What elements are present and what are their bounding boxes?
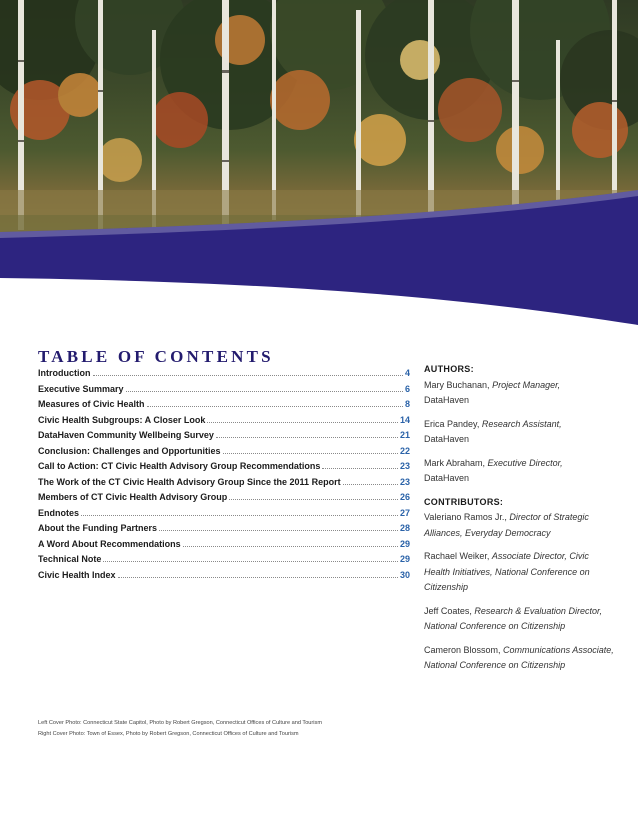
dot-leader bbox=[81, 515, 398, 516]
toc-item-label: About the Funding Partners bbox=[38, 523, 157, 533]
toc-item-label: DataHaven Community Wellbeing Survey bbox=[38, 430, 214, 440]
toc-item[interactable] bbox=[38, 461, 410, 477]
toc-item[interactable] bbox=[38, 554, 410, 570]
author-name: Erica Pandey, bbox=[424, 418, 480, 429]
contributor-entry bbox=[424, 604, 614, 635]
dot-leader bbox=[343, 484, 398, 485]
contributor-role: Associate Director, Civic Health Initiatives, National Conference on Citizenship bbox=[424, 551, 590, 592]
authors-heading: AUTHORS: bbox=[424, 364, 474, 374]
toc-item[interactable] bbox=[38, 368, 410, 384]
toc-item-page: 22 bbox=[399, 445, 410, 456]
toc-item[interactable] bbox=[38, 570, 410, 586]
toc-item-page: 29 bbox=[399, 554, 410, 564]
author-role: Research Assistant, bbox=[481, 418, 562, 429]
dot-leader bbox=[229, 499, 398, 500]
toc-item-label: Technical Note bbox=[38, 554, 102, 564]
author-name: Mary Buchanan, bbox=[424, 379, 490, 390]
toc-item[interactable] bbox=[38, 384, 410, 400]
toc-item-label: Measures of Civic Health bbox=[38, 399, 145, 409]
cover-band bbox=[0, 0, 638, 340]
dot-leader bbox=[183, 546, 398, 547]
left-cover-credit: Left Cover Photo: Connecticut State Capitol, Photo by Robert Gregson, Connecticut Offices of Culture and Tourism bbox=[38, 720, 322, 726]
contributor-role: Director of Strategic Alliances, Everyday Democracy bbox=[424, 512, 589, 538]
author-entry bbox=[424, 378, 614, 409]
toc-item-label: Endnotes bbox=[38, 507, 80, 518]
dot-leader bbox=[159, 530, 398, 531]
contributor-entry bbox=[424, 549, 614, 596]
photo-credits bbox=[38, 718, 322, 739]
author-role: Executive Director, bbox=[487, 457, 563, 468]
contributor-name: Rachael Weiker, bbox=[424, 551, 490, 561]
toc-item-label: Civic Health Subgroups: A Closer Look bbox=[38, 414, 206, 425]
toc-item-page: 21 bbox=[399, 430, 410, 440]
toc-item-label: Call to Action: CT Civic Health Advisory Group Recommendations bbox=[38, 461, 321, 471]
toc-item-page: 6 bbox=[404, 383, 410, 394]
dot-leader bbox=[147, 406, 403, 407]
toc-item-page: 26 bbox=[399, 492, 410, 502]
toc-item-label: Executive Summary bbox=[38, 383, 124, 394]
author-entry bbox=[424, 456, 614, 487]
toc-item[interactable] bbox=[38, 508, 410, 524]
toc-item-page: 23 bbox=[399, 476, 410, 487]
author-org: DataHaven bbox=[424, 473, 470, 483]
dot-leader bbox=[126, 391, 403, 392]
toc-item-page: 28 bbox=[399, 523, 410, 533]
toc-item-page: 30 bbox=[399, 569, 410, 580]
dot-leader bbox=[207, 422, 398, 423]
contributor-name: Jeff Coates, bbox=[424, 605, 472, 616]
dot-leader bbox=[103, 561, 398, 562]
toc-item-label: A Word About Recommendations bbox=[38, 538, 181, 549]
toc-item-label: Members of CT Civic Health Advisory Group bbox=[38, 492, 228, 502]
toc-item-page: 29 bbox=[399, 538, 410, 549]
dot-leader bbox=[93, 375, 403, 376]
toc-item-label: Conclusion: Challenges and Opportunities bbox=[38, 445, 221, 456]
toc-list bbox=[38, 368, 410, 585]
author-role: Project Manager, bbox=[492, 379, 561, 390]
author-org: DataHaven bbox=[424, 395, 470, 405]
toc-item-label: The Work of the CT Civic Health Advisory Group Since the 2011 Report bbox=[38, 476, 341, 487]
toc-item[interactable] bbox=[38, 523, 410, 539]
toc-item-page: 4 bbox=[404, 368, 410, 378]
toc-item-label: Civic Health Index bbox=[38, 569, 116, 580]
author-name: Mark Abraham, bbox=[424, 457, 486, 468]
toc-item[interactable] bbox=[38, 477, 410, 493]
author-entry bbox=[424, 417, 614, 448]
toc-item-page: 14 bbox=[399, 414, 410, 425]
contributor-role: Research & Evaluation Director, National Conference on Citizenship bbox=[424, 605, 602, 631]
dot-leader bbox=[216, 437, 398, 438]
toc-item[interactable] bbox=[38, 446, 410, 462]
toc-title: TABLE OF CONTENTS bbox=[38, 347, 274, 366]
toc-item[interactable] bbox=[38, 430, 410, 446]
dot-leader bbox=[118, 577, 398, 578]
right-cover-credit: Right Cover Photo: Town of Essex, Photo by Robert Gregson, Connecticut Offices of Culture and Tourism bbox=[38, 730, 299, 737]
contributor-name: Valeriano Ramos Jr., bbox=[424, 512, 507, 522]
toc-item[interactable] bbox=[38, 415, 410, 431]
contributor-role: Communications Associate, National Conference on Citizenship bbox=[424, 644, 614, 670]
toc-item[interactable] bbox=[38, 492, 410, 508]
contributor-entry bbox=[424, 510, 614, 541]
toc-item-page: 23 bbox=[399, 461, 410, 471]
toc-item-label: Introduction bbox=[38, 368, 91, 378]
author-org: DataHaven bbox=[424, 434, 470, 444]
contributor-name: Cameron Blossom, bbox=[424, 644, 501, 655]
contributor-entry bbox=[424, 643, 614, 674]
toc-item-page: 8 bbox=[404, 399, 410, 409]
toc-item[interactable] bbox=[38, 399, 410, 415]
credits-sidebar bbox=[424, 362, 614, 682]
contributors-heading: CONTRIBUTORS: bbox=[424, 496, 504, 507]
toc-item-page: 27 bbox=[399, 507, 410, 518]
toc-item[interactable] bbox=[38, 539, 410, 555]
dot-leader bbox=[322, 468, 398, 469]
dot-leader bbox=[223, 453, 398, 454]
